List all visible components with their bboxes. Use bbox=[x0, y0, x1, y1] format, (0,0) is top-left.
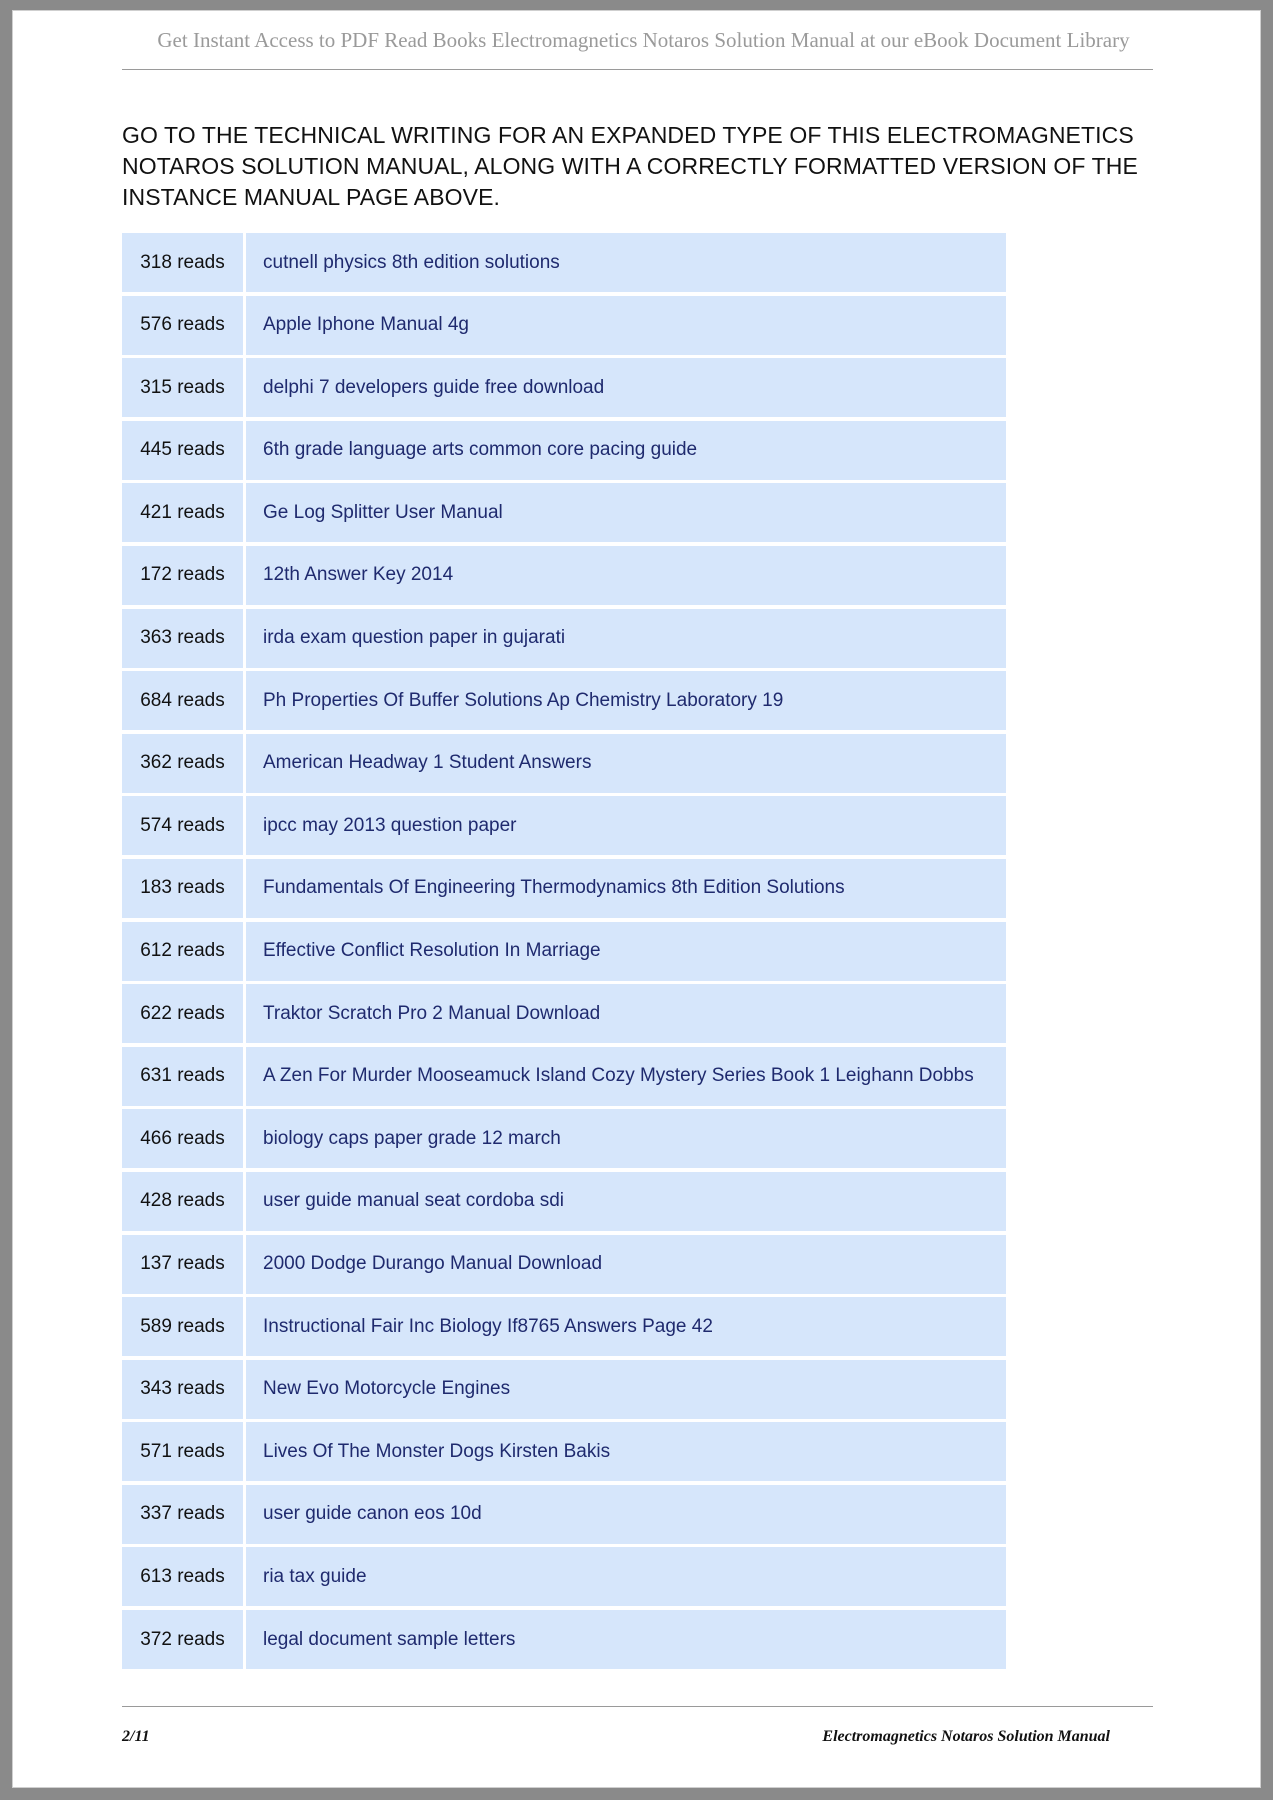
book-title-link[interactable]: Ge Log Splitter User Manual bbox=[246, 483, 1006, 542]
read-count: 372 reads bbox=[122, 1610, 243, 1669]
table-row bbox=[122, 796, 1006, 855]
table-row bbox=[122, 984, 1006, 1043]
reads-table bbox=[122, 233, 1006, 1673]
table-row bbox=[122, 483, 1006, 542]
book-title-link[interactable]: delphi 7 developers guide free download bbox=[246, 358, 1006, 417]
read-count: 362 reads bbox=[122, 734, 243, 793]
page-header: Get Instant Access to PDF Read Books Electromagnetics Notaros Solution Manual at our eBook Document Library bbox=[157, 28, 1130, 52]
document-page bbox=[12, 10, 1261, 1788]
read-count: 315 reads bbox=[122, 358, 243, 417]
book-title-link[interactable]: Apple Iphone Manual 4g bbox=[246, 296, 1006, 355]
table-row bbox=[122, 1485, 1006, 1544]
table-row bbox=[122, 859, 1006, 918]
read-count: 318 reads bbox=[122, 233, 243, 292]
table-row bbox=[122, 1547, 1006, 1606]
read-count: 631 reads bbox=[122, 1047, 243, 1106]
book-title-link[interactable]: irda exam question paper in gujarati bbox=[246, 609, 1006, 668]
intro-paragraph: GO TO THE TECHNICAL WRITING FOR AN EXPANDED TYPE OF THIS ELECTROMAGNETICS NOTAROS SOLUTION MANUAL, ALONG WITH A CORRECTLY FORMATTED VERSION OF THE INSTANCE MANUAL PAGE ABOVE. bbox=[122, 122, 1138, 210]
book-title-link[interactable]: Lives Of The Monster Dogs Kirsten Bakis bbox=[246, 1422, 1006, 1481]
read-count: 622 reads bbox=[122, 984, 243, 1043]
book-title-link[interactable]: 12th Answer Key 2014 bbox=[246, 546, 1006, 605]
read-count: 363 reads bbox=[122, 609, 243, 668]
footer-divider bbox=[122, 1706, 1153, 1707]
read-count: 576 reads bbox=[122, 296, 243, 355]
read-count: 571 reads bbox=[122, 1422, 243, 1481]
book-title-link[interactable]: user guide manual seat cordoba sdi bbox=[246, 1172, 1006, 1231]
table-row bbox=[122, 296, 1006, 355]
read-count: 684 reads bbox=[122, 671, 243, 730]
footer-title: Electromagnetics Notaros Solution Manual bbox=[822, 1728, 1110, 1745]
book-title-link[interactable]: New Evo Motorcycle Engines bbox=[246, 1360, 1006, 1419]
book-title-link[interactable]: 2000 Dodge Durango Manual Download bbox=[246, 1235, 1006, 1294]
header-divider bbox=[122, 69, 1153, 70]
book-title-link[interactable]: Instructional Fair Inc Biology If8765 Answers Page 42 bbox=[246, 1297, 1006, 1356]
table-row bbox=[122, 1047, 1006, 1106]
book-title-link[interactable]: user guide canon eos 10d bbox=[246, 1485, 1006, 1544]
table-row bbox=[122, 609, 1006, 668]
read-count: 343 reads bbox=[122, 1360, 243, 1419]
read-count: 574 reads bbox=[122, 796, 243, 855]
book-title-link[interactable]: Fundamentals Of Engineering Thermodynamics 8th Edition Solutions bbox=[246, 859, 1006, 918]
book-title-link[interactable]: Traktor Scratch Pro 2 Manual Download bbox=[246, 984, 1006, 1043]
read-count: 612 reads bbox=[122, 922, 243, 981]
read-count: 337 reads bbox=[122, 1485, 243, 1544]
table-row bbox=[122, 358, 1006, 417]
read-count: 466 reads bbox=[122, 1109, 243, 1168]
table-row bbox=[122, 421, 1006, 480]
table-row bbox=[122, 1360, 1006, 1419]
read-count: 589 reads bbox=[122, 1297, 243, 1356]
read-count: 428 reads bbox=[122, 1172, 243, 1231]
book-title-link[interactable]: ipcc may 2013 question paper bbox=[246, 796, 1006, 855]
book-title-link[interactable]: 6th grade language arts common core pacing guide bbox=[246, 421, 1006, 480]
table-row bbox=[122, 1172, 1006, 1231]
read-count: 137 reads bbox=[122, 1235, 243, 1294]
table-row bbox=[122, 1297, 1006, 1356]
book-title-link[interactable]: biology caps paper grade 12 march bbox=[246, 1109, 1006, 1168]
book-title-link[interactable]: A Zen For Murder Mooseamuck Island Cozy Mystery Series Book 1 Leighann Dobbs bbox=[246, 1047, 1006, 1106]
table-row bbox=[122, 671, 1006, 730]
table-row bbox=[122, 734, 1006, 793]
book-title-link[interactable]: ria tax guide bbox=[246, 1547, 1006, 1606]
page-number: 2/11 bbox=[122, 1728, 150, 1745]
read-count: 445 reads bbox=[122, 421, 243, 480]
book-title-link[interactable]: Effective Conflict Resolution In Marriage bbox=[246, 922, 1006, 981]
read-count: 172 reads bbox=[122, 546, 243, 605]
table-row bbox=[122, 546, 1006, 605]
table-row bbox=[122, 233, 1006, 292]
table-row bbox=[122, 1109, 1006, 1168]
book-title-link[interactable]: American Headway 1 Student Answers bbox=[246, 734, 1006, 793]
read-count: 183 reads bbox=[122, 859, 243, 918]
table-row bbox=[122, 922, 1006, 981]
table-row bbox=[122, 1422, 1006, 1481]
table-row bbox=[122, 1235, 1006, 1294]
book-title-link[interactable]: cutnell physics 8th edition solutions bbox=[246, 233, 1006, 292]
book-title-link[interactable]: legal document sample letters bbox=[246, 1610, 1006, 1669]
read-count: 421 reads bbox=[122, 483, 243, 542]
table-row bbox=[122, 1610, 1006, 1669]
book-title-link[interactable]: Ph Properties Of Buffer Solutions Ap Chemistry Laboratory 19 bbox=[246, 671, 1006, 730]
read-count: 613 reads bbox=[122, 1547, 243, 1606]
